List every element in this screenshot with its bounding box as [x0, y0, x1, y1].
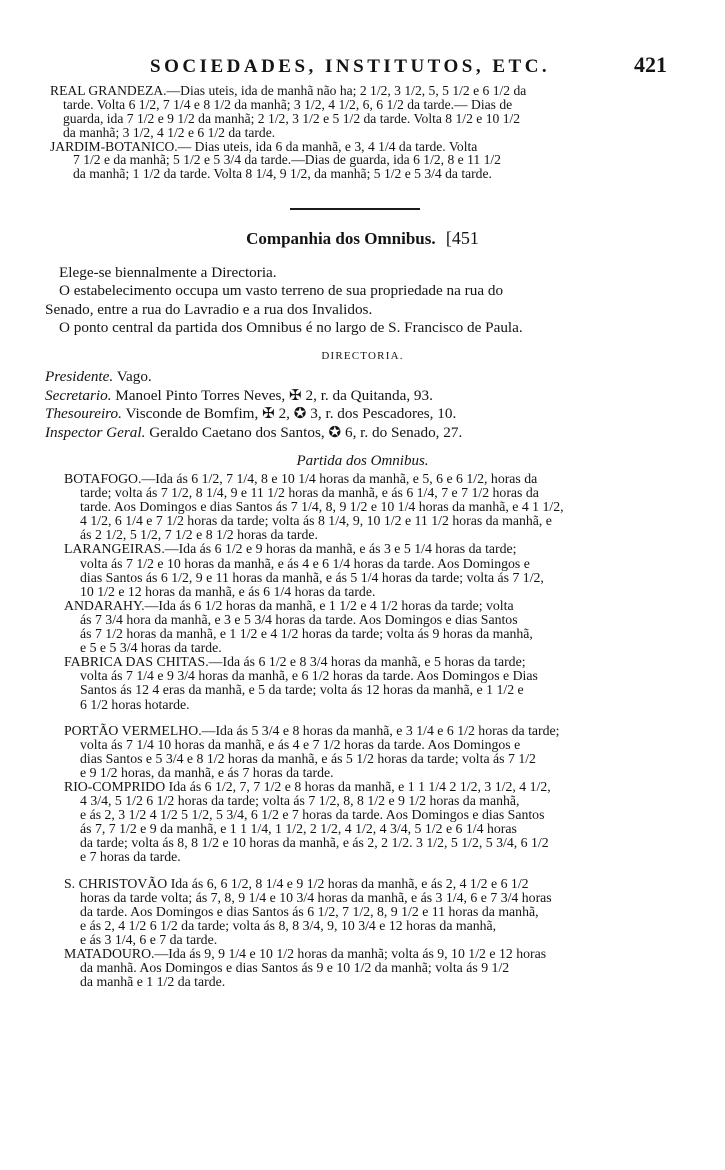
officer-secretary	[45, 387, 705, 406]
route-line: FABRICA DAS CHITAS.—Ida ás 6 1/2 e 8 3/4 horas da manhã, e 5 horas da tarde;	[64, 654, 526, 670]
officer-role: Presidente.	[45, 368, 114, 385]
route-line: ás 2 1/2, 5 1/2, 7 1/2 e 8 1/2 horas da tarde.	[80, 527, 318, 543]
officer-details: Vago.	[116, 368, 152, 385]
route-line: 4 3/4, 5 1/2 6 1/2 horas da tarde; volta ás 7 1/2, 8, 8 1/2 e 9 1/2 horas da manhã,	[80, 793, 520, 809]
section-divider	[290, 208, 420, 210]
paragraph: O estabelecimento occupa um vasto terreno de sua propriedade na rua do	[59, 282, 504, 300]
route-line: S. CHRISTOVÃO Ida ás 6, 6 1/2, 8 1/4 e 9 1/2 horas da manhã, e ás 2, 4 1/2 e 6 1/2	[64, 875, 529, 891]
route-line: LARANGEIRAS.—Ida ás 6 1/2 e 9 horas da manhã, e ás 3 e 5 1/4 horas da tarde;	[64, 541, 517, 557]
route-line: 10 1/2 e 12 horas da manhã, e ás 6 1/4 horas da tarde.	[80, 583, 376, 599]
route-line: ás 7 3/4 hora da manhã, e 3 e 5 3/4 horas da tarde. Aos Domingos e dias Santos	[80, 611, 518, 627]
officer-details: Visconde de Bomfim, ✠ 2, ✪ 3, r. dos Pescadores, 10.	[125, 405, 457, 423]
route-line: tarde. Aos Domingos e dias Santos ás 7 1/4, 8, 9 1/2 e 10 1/4 horas da manhã, e 4 1 1/2,	[80, 499, 564, 515]
route-line: volta ás 7 1/2 e 10 horas da manhã, e ás 4 e 6 1/4 horas da tarde. Aos Domingos e	[80, 555, 530, 571]
company-name: Companhia dos Omnibus.	[246, 229, 436, 248]
running-head	[0, 48, 725, 78]
omnibus-routes	[64, 472, 704, 989]
officer-role: Thesoureiro.	[45, 405, 122, 423]
route-line: volta ás 7 1/4 e 9 3/4 horas da manhã, e 6 1/2 horas da tarde. Aos Domingos e Dias	[80, 668, 538, 684]
route-line: horas da tarde volta; ás 7, 8, 9 1/4 e 10 3/4 horas da manhã, e ás 3 1/4, 6 e 7 3/4 horas	[80, 889, 552, 905]
route-line: 4 1/2, 6 1/4 e 7 1/2 horas da tarde; volta ás 8 1/4, 9, 10 1/2 e 11 1/2 horas da manhã, e	[80, 513, 552, 529]
route-line: BOTAFOGO.—Ida ás 6 1/2, 7 1/4, 8 e 10 1/4 horas da manhã, e 5, 6 e 6 1/2, horas da	[64, 471, 538, 486]
route-botafogo	[64, 472, 704, 542]
route-line: ás 7 1/2 horas da manhã, e 1 1/2 e 4 1/2 horas da tarde; volta ás 9 horas da manhã,	[80, 626, 533, 642]
route-andarahy	[64, 599, 704, 655]
officer-role: Inspector Geral.	[45, 423, 146, 441]
route-line: e ás 2, 4 1/2 6 1/2 da tarde; volta ás 8, 8 3/4, 9, 10 3/4 e 12 horas da manhã,	[80, 917, 497, 933]
route-line: da manhã e 1 1/2 da tarde.	[80, 974, 226, 990]
route-line: 6 1/2 horas hotarde.	[80, 696, 190, 712]
route-line: da tarde; volta ás 8, 8 1/2 e 10 horas da manhã, e ás 2, 2 1/2. 3 1/2, 5 1/2, 5 3/4, 6 1/2	[80, 835, 549, 851]
route-line: volta ás 7 1/4 10 horas da manhã, e ás 4 e 7 1/2 horas da tarde. Aos Domingos e	[80, 736, 521, 752]
route-line: dias Santos ás 6 1/2, 9 e 11 horas da manhã, e ás 5 1/4 horas da tarde; volta ás 7 1/2,	[80, 569, 544, 585]
route-matadouro	[64, 947, 704, 989]
officer-details: Geraldo Caetano dos Santos, ✪ 6, r. do Senado, 27.	[149, 423, 463, 441]
page-number: 421	[634, 52, 667, 77]
route-rio-comprido	[64, 780, 704, 865]
route-s-christovao	[64, 877, 704, 947]
route-line: e 5 e 5 3/4 horas da tarde.	[80, 640, 222, 656]
route-line: e ás 2, 3 1/2 4 1/2 5 1/2, 5 3/4, 6 1/2 e 7 horas da tarde. Aos Domingos e dias Santos	[80, 807, 545, 823]
route-line: e 9 1/2 horas, da manhã, e ás 7 horas da tarde.	[80, 764, 334, 780]
route-line: da manhã. Aos Domingos e dias Santos ás 9 e 10 1/2 da manhã; volta ás 9 1/2	[80, 960, 510, 976]
text-line: REAL GRANDEZA.—Dias uteis, ida de manhã não ha; 2 1/2, 3 1/2, 5, 5 1/2 e 6 1/2 da	[50, 83, 527, 98]
paragraph: Elege-se biennalmente a Directoria.	[59, 264, 277, 281]
officer-details: Manoel Pinto Torres Neves, ✠ 2, r. da Quitanda, 93.	[115, 386, 433, 404]
text-line: guarda, ida 7 1/2 e 9 1/2 da manhã; 2 1/2, 3 1/2 e 5 1/2 da tarde. Volta 8 1/2 e 10 1/2	[63, 110, 521, 126]
running-title: SOCIEDADES, INSTITUTOS, ETC.	[150, 56, 551, 77]
paragraph-continuation: Senado, entre a rua do Lavradio e a rua dos Invalidos.	[45, 300, 373, 318]
company-title	[0, 228, 725, 249]
spacer	[64, 712, 704, 724]
partida-heading: Partida dos Omnibus.	[296, 453, 429, 469]
company-description	[45, 264, 705, 338]
officer-president	[45, 368, 705, 387]
route-line: da tarde. Aos Domingos e dias Santos ás 6 1/2, 7 1/2, 8, 9 1/2 e 11 horas da manhã,	[80, 903, 539, 919]
route-fabrica-das-chitas	[64, 655, 704, 711]
route-line: e 7 horas da tarde.	[80, 849, 181, 865]
route-line: Santos ás 12 4 eras da manhã, e 5 da tarde; volta ás 12 horas da manhã, e 1 1/2 e	[80, 682, 524, 698]
officer-inspector	[45, 424, 705, 443]
route-larangeiras	[64, 542, 704, 598]
officer-role: Secretario.	[45, 386, 112, 404]
text-line: JARDIM-BOTANICO.— Dias uteis, ida 6 da manhã, e 3, 4 1/4 da tarde. Volta	[50, 138, 478, 154]
garden-routes-block	[50, 84, 526, 181]
route-line: PORTÃO VERMELHO.—Ida ás 5 3/4 e 8 horas da manhã, e 3 1/4 e 6 1/2 horas da tarde;	[64, 722, 560, 738]
text-line: tarde. Volta 6 1/2, 7 1/4 e 8 1/2 da manhã; 3 1/2, 4 1/2, 6, 6 1/2 da tarde.— Dias de	[63, 96, 513, 112]
text-line: 7 1/2 e da manhã; 5 1/2 e 5 3/4 da tarde.—Dias de guarda, ida 6 1/2, 8 e 11 1/2	[73, 152, 501, 168]
paragraph: O ponto central da partida dos Omnibus é no largo de S. Francisco de Paula.	[59, 319, 523, 337]
route-line: dias Santos e 5 3/4 e 8 1/2 horas da manhã, e ás 5 1/2 horas da tarde; volta ás 7 1/2	[80, 750, 536, 766]
officers-list	[45, 368, 705, 442]
route-line: MATADOURO.—Ida ás 9, 9 1/4 e 10 1/2 horas da manhã; volta ás 9, 10 1/2 e 12 horas	[64, 946, 547, 961]
company-reference: [451	[445, 228, 479, 248]
directoria-heading: DIRECTORIA.	[321, 350, 404, 362]
route-line: ás 7, 7 1/2 e 9 da manhã, e 1 1 1/4, 1 1/2, 2 1/2, 4 1/2, 4 3/4, 5 1/2 e 6 1/4 horas	[80, 821, 517, 837]
text-line: da manhã; 1 1/2 da tarde. Volta 8 1/4, 9 1/2, da manhã; 5 1/2 e 5 3/4 da tarde.	[73, 166, 492, 182]
officer-treasurer	[45, 405, 705, 424]
text-line: da manhã; 3 1/2, 4 1/2 e 6 1/2 da tarde.	[63, 124, 276, 140]
route-line: ANDARAHY.—Ida ás 6 1/2 horas da manhã, e 1 1/2 e 4 1/2 horas da tarde; volta	[64, 597, 514, 613]
route-line: RIO-COMPRIDO Ida ás 6 1/2, 7, 7 1/2 e 8 horas da manhã, e 1 1 1/4 2 1/2, 3 1/2, 4 1/2,	[64, 778, 551, 794]
route-line: tarde; volta ás 7 1/2, 8 1/4, 9 e 11 1/2 horas da manhã, e ás 6 1/4, 7 e 7 1/2 horas da	[80, 485, 539, 501]
route-portao-vermelho	[64, 724, 704, 780]
route-line: e ás 3 1/4, 6 e 7 da tarde.	[80, 931, 218, 947]
spacer	[64, 865, 704, 877]
